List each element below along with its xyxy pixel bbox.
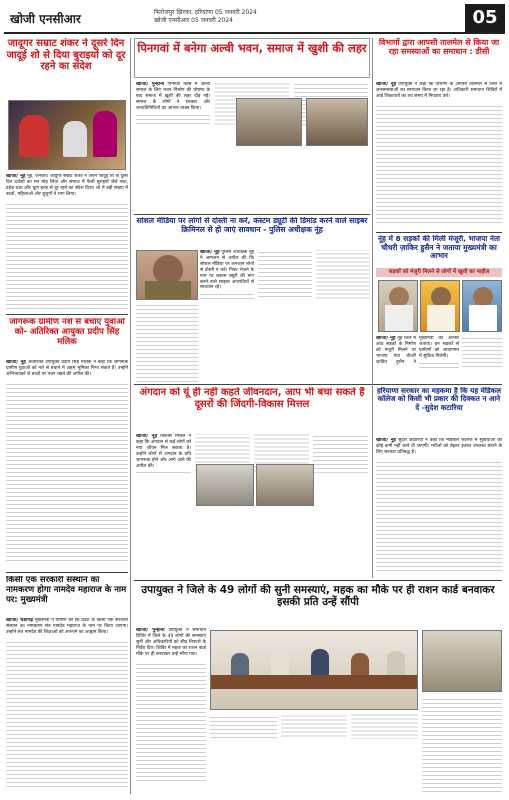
body-angdaan: विकास मित्तल ने कहा कि अंगदान से कई लोगों को नया जीवन मिल सकता है। उन्होंने लोगों से अंगदान के प्रति जागरूक होने और आगे आने की अपील की।	[136, 434, 191, 469]
body-alvi: पिनगवां कस्बे में अल्वी समाज के लिए भवन निर्माण की घोषणा के बाद समाज में खुशी की लहर दौड़ गई। समाज के लोगों ने सरकार और जनप्रतिनिधियों का आभार व्यक्त किया।	[136, 82, 210, 111]
photo-leader-1	[378, 280, 418, 332]
headline-mahajan: जागरूक ग्रामीण नशे से बचाएं युवाओं को- अतिरिक्त आयुक्त प्रदीप सिंह मलिक	[9, 318, 125, 347]
article-angdaan-body	[136, 434, 368, 578]
photo-alvi-meeting	[236, 98, 302, 146]
article-shankar-body	[6, 174, 128, 312]
article-naamkaran-header	[6, 576, 128, 616]
dateline-social: खोजी/ नूंह	[200, 250, 220, 255]
body-shankar: नूंह, जनवरी। जादूगर सम्राट शंकर ने अपने जादूई शो के दूसरे दिन दर्शकों का मन मोह लिया और समाज में फैली बुराइयों जैसे नशा, दहेज प्रथा और भ्रूण हत्या से दूर रहने का संदेश दिया। शो में बड़ी संख्या में बच्चों, महिलाओं और बुजुर्गों ने भाग लिया।	[6, 174, 128, 197]
photo-figure	[19, 115, 49, 157]
divider	[6, 572, 128, 573]
article-haryana-header	[376, 387, 502, 435]
photo-magic-show	[8, 100, 126, 170]
dateline-main: फिरोजपुर झिरका, हरियाणा 05 जनवरी 2024	[154, 9, 257, 16]
body-text-lines	[422, 696, 502, 792]
article-naamkaran-body	[6, 618, 128, 794]
photo-figure	[311, 649, 329, 675]
photo-figure	[63, 121, 87, 157]
dateline-alvi: खोजी/ पुन्हाना	[136, 82, 165, 87]
dateline-shankar: खोजी/ नूंह	[6, 174, 26, 179]
article-vibhag-header	[376, 38, 502, 80]
article-vibhag-body	[376, 82, 502, 230]
page-number: 05	[465, 4, 505, 32]
article-social-body-2	[136, 302, 198, 382]
photo-figure	[231, 653, 249, 675]
body-upayukt: उपायुक्त ने समाधान शिविर में जिले के 49 लोगों की समस्याएं सुनीं और अधिकारियों को शीघ्र निपटारे के निर्देश दिए। शिविर में महक का राशन कार्ड मौके पर ही बनवाकर उन्हें सौंपा गया।	[136, 628, 206, 657]
photo-figure	[469, 305, 497, 332]
article-social-header	[134, 217, 370, 247]
dateline-vibhag: खोजी/ नूंह	[376, 82, 397, 87]
body-mahajan: अतिरिक्त उपायुक्त प्रदीप सिंह मलिक ने कहा कि जागरूक ग्रामीण युवाओं को नशे से बचाने में अहम भूमिका निभा सकते हैं। उन्होंने अभिभावकों से बच्चों पर नजर रखने की अपील की।	[6, 360, 128, 377]
body-naamkaran: मुख्यमंत्री ने घोषणा की कि प्रदेश के किसी एक सरकारी संस्थान का नामकरण संत नामदेव महाराज के नाम पर किया जाएगा। उन्होंने संत नामदेव की शिक्षाओं को अपनाने का आह्वान किया।	[6, 618, 128, 635]
divider	[6, 314, 128, 315]
photo-figure	[351, 653, 369, 675]
dateline-mahajan: खोजी/ नूंह	[6, 360, 26, 365]
article-upayukt-body-2	[210, 714, 418, 794]
photo-leader-3	[462, 280, 502, 332]
article-upayukt-header	[134, 584, 502, 624]
photo-angdaan-2	[256, 464, 314, 506]
photo-leader-2	[420, 280, 460, 332]
photo-figure	[387, 651, 405, 675]
headline-shankar: जादूगर सम्राट शंकर ने दूसरे दिन जादूई शो से दिया बुराइयों को दूर रहने का संदेश	[6, 38, 126, 72]
body-text-lines	[136, 302, 198, 382]
photo-police-chief	[136, 250, 198, 300]
photo-alvi-group	[306, 98, 368, 146]
article-roads-header	[376, 235, 502, 269]
dateline-naamkaran: खोजी/ चंडीगढ़	[6, 618, 34, 623]
photo-figure	[389, 287, 409, 307]
divider	[134, 214, 370, 215]
column-separator	[130, 38, 131, 794]
dateline-upayukt: खोजी/ पुन्हाना	[136, 628, 165, 633]
headline-vibhag: विभागों द्वारा आपसी तालमेल से किया जा रहा समस्याओं का समाधान : डीसी	[378, 38, 500, 57]
dateline	[154, 9, 374, 25]
photo-figure	[427, 305, 455, 332]
headline-upayukt: उपायुक्त ने जिले के 49 लोगों की सुनी समस्याएं, महक का मौके पर ही राशन कार्ड बनवाकर इसकी प्रति उन्हें सौंपी	[141, 584, 495, 609]
photo-figure	[385, 305, 413, 332]
photo-samadhan-shivir	[210, 630, 418, 710]
photo-upayukt-2	[422, 630, 502, 692]
column-separator	[372, 38, 373, 578]
body-social: पुलिस अधीक्षक नूंह ने आमजन से अपील की कि सोशल मीडिया पर अनजान लोगों से दोस्ती न करें। गिफ्ट भेजने के नाम पर कस्टम ड्यूटी की मांग करने वाले साइबर अपराधियों से सावधान रहें।	[200, 250, 255, 291]
banner-roads: सड़कों को मंजूरी मिलने से लोगों में खुशी का माहौल	[376, 268, 502, 277]
dateline-angdaan: खोजी/ नूंह	[136, 434, 158, 439]
article-mahajan-body	[6, 360, 128, 570]
dateline-secondary: खोजी एनसीआर 05 जनवरी 2024	[154, 17, 233, 24]
photo-figure	[93, 111, 117, 157]
photo-figure	[145, 281, 191, 300]
body-text-lines	[376, 459, 502, 571]
body-roads: नूंह जिले में आठ सड़कों के निर्माण को मंजूरी मिलने पर भाजपा नेता चौधरी ज़ाकिर हुसैन ने मुख्यमंत्री का आभार जताया। इन सड़कों से ग्रामीणों को आवागमन में सुविधा मिलेगी।	[376, 336, 459, 365]
article-roads-body	[376, 336, 502, 382]
headline-angdaan: अंगदान को यूं ही नहीं कहते जीवनदान, आप भी बचा सकते हैं दूसरों की जिंदगी-विकास मित्तल	[139, 387, 365, 410]
article-social-body	[200, 250, 370, 382]
photo-figure	[431, 287, 451, 307]
article-upayukt-body-3	[422, 696, 502, 794]
photo-figure	[271, 651, 289, 675]
article-haryana-body	[376, 438, 502, 578]
body-haryana: सुदेश कटारिया ने कहा कि मेडिकल कॉलेज में सुविधाओं की कोई कमी नहीं आने दी जाएगी। मरीजों को बेहतर इलाज उपलब्ध कराने के लिए सरकार प्रतिबद्ध है।	[376, 438, 502, 455]
divider	[134, 384, 502, 385]
headline-haryana: हरियाणा सरकार का महकमा है कि यह मेडिकल कॉलेज को किसी भी प्रकार की दिक्कत न आने दें -सुदेश कटारिया	[376, 387, 502, 412]
body-text-lines	[376, 103, 502, 225]
body-text-lines	[136, 661, 206, 781]
body-vibhag: उपायुक्त ने कहा कि विभागों के आपसी तालमेल से जिले में जनसमस्याओं का समाधान किया जा रहा है। अधिकारी समाधान शिविरों में आई शिकायतों का तय समय में निपटारा करें।	[376, 82, 502, 99]
dateline-roads: खोजी/ नूंह	[376, 336, 396, 341]
photo-angdaan-1	[196, 464, 254, 506]
body-text-lines	[6, 639, 128, 789]
masthead	[4, 4, 505, 34]
headline-naamkaran: किसी एक सरकारी संस्थान का नामकरण होगा नामदेव महाराज के नाम पर: मुख्यमंत्री	[6, 576, 127, 605]
article-mahajan-header	[6, 318, 128, 358]
body-text-lines	[6, 381, 128, 561]
photo-table	[211, 675, 418, 689]
headline-roads: नूंह में 8 सड़कों की मिली मंजूरी, भाजपा नेता चौधरी ज़ाकिर हुसैन ने जताया मुख्यमंत्री का आभार	[377, 235, 501, 261]
divider	[376, 232, 502, 233]
body-text-lines	[6, 201, 128, 311]
dateline-haryana: खोजी/ नूंह	[376, 438, 397, 443]
article-upayukt-body	[136, 628, 206, 794]
article-alvi-header	[134, 38, 370, 78]
newspaper-name: खोजी एनसीआर	[10, 12, 81, 26]
headline-alvi: पिनगवां में बनेगा अल्वी भवन, समाज में खुशी की लहर	[137, 41, 367, 55]
headline-social: सोशल मीडिया पर लोगों से दोस्ती ना करें, कस्टम ड्यूटी की डिमांड करने वाले साइबर क्रिमिनल से हो जाएं सावधान - पुलिस अधीक्षक नूंह	[136, 217, 368, 234]
photo-figure	[473, 287, 493, 307]
article-angdaan-header	[134, 387, 370, 431]
body-text-lines	[210, 714, 418, 739]
divider	[134, 580, 502, 581]
